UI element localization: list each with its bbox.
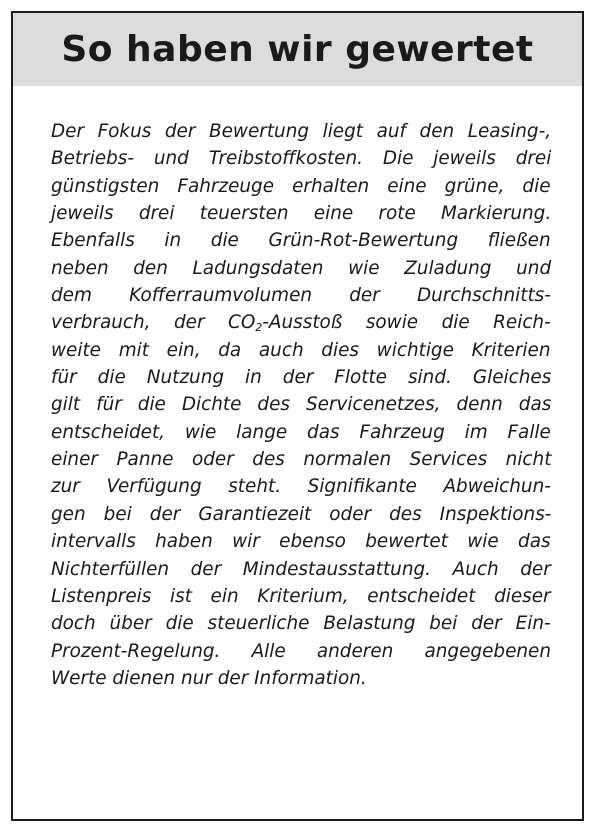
co2-suffix: -Ausstoß sowie die Reich- xyxy=(262,312,551,334)
body-line: Der Fokus der Bewertung liegt auf den Leasing-, xyxy=(51,121,552,142)
body-line: Betriebs- und Treibstoffkosten. Die jeweils drei xyxy=(51,148,552,170)
body-line: neben den Ladungsdaten wie Zuladung und xyxy=(51,257,552,279)
body-line: einer Panne oder des normalen Services nicht xyxy=(51,449,552,471)
body-line: Listenpreis ist ein Kriterium, entscheidet dieser xyxy=(51,585,551,607)
body-text xyxy=(51,118,551,692)
body-line: jeweils drei teuersten eine rote Markierung. xyxy=(51,203,552,225)
body-line-last: Werte dienen nur der Information. xyxy=(51,667,367,689)
body-line: zur Verfügung steht. Signifikante Abweichun- xyxy=(51,476,551,498)
body-line: dem Kofferraumvolumen der Durchschnitts- xyxy=(51,285,551,307)
body-line: Nichterfüllen der Mindestausstattung. Auch der xyxy=(51,558,551,580)
body-line: gilt für die Dichte des Servicenetzes, denn das xyxy=(51,394,552,416)
body-line-co2 xyxy=(51,309,551,336)
body-line: gen bei der Garantiezeit oder des Inspektions- xyxy=(51,503,552,525)
body-line: Ebenfalls in die Grün-Rot-Bewertung fließen xyxy=(51,230,551,252)
body-line: weite mit ein, da auch dies wichtige Kriterien xyxy=(51,339,551,361)
box-header xyxy=(13,13,582,86)
body-line: entscheidet, wie lange das Fahrzeug im Falle xyxy=(51,421,551,443)
co2-prefix: verbrauch, der CO xyxy=(51,312,256,334)
box-title: So haben wir gewertet xyxy=(61,29,534,70)
co2-subscript: 2 xyxy=(255,321,263,335)
body-line: Prozent-Regelung. Alle anderen angegebenen xyxy=(51,640,552,662)
body-line: doch über die steuerliche Belastung bei der Ein- xyxy=(51,613,551,635)
info-box xyxy=(11,11,584,821)
body-line: günstigsten Fahrzeuge erhalten eine grüne, die xyxy=(51,175,551,197)
body-line: für die Nutzung in der Flotte sind. Gleiches xyxy=(51,367,552,389)
body-line: intervalls haben wir ebenso bewertet wie das xyxy=(51,531,551,553)
